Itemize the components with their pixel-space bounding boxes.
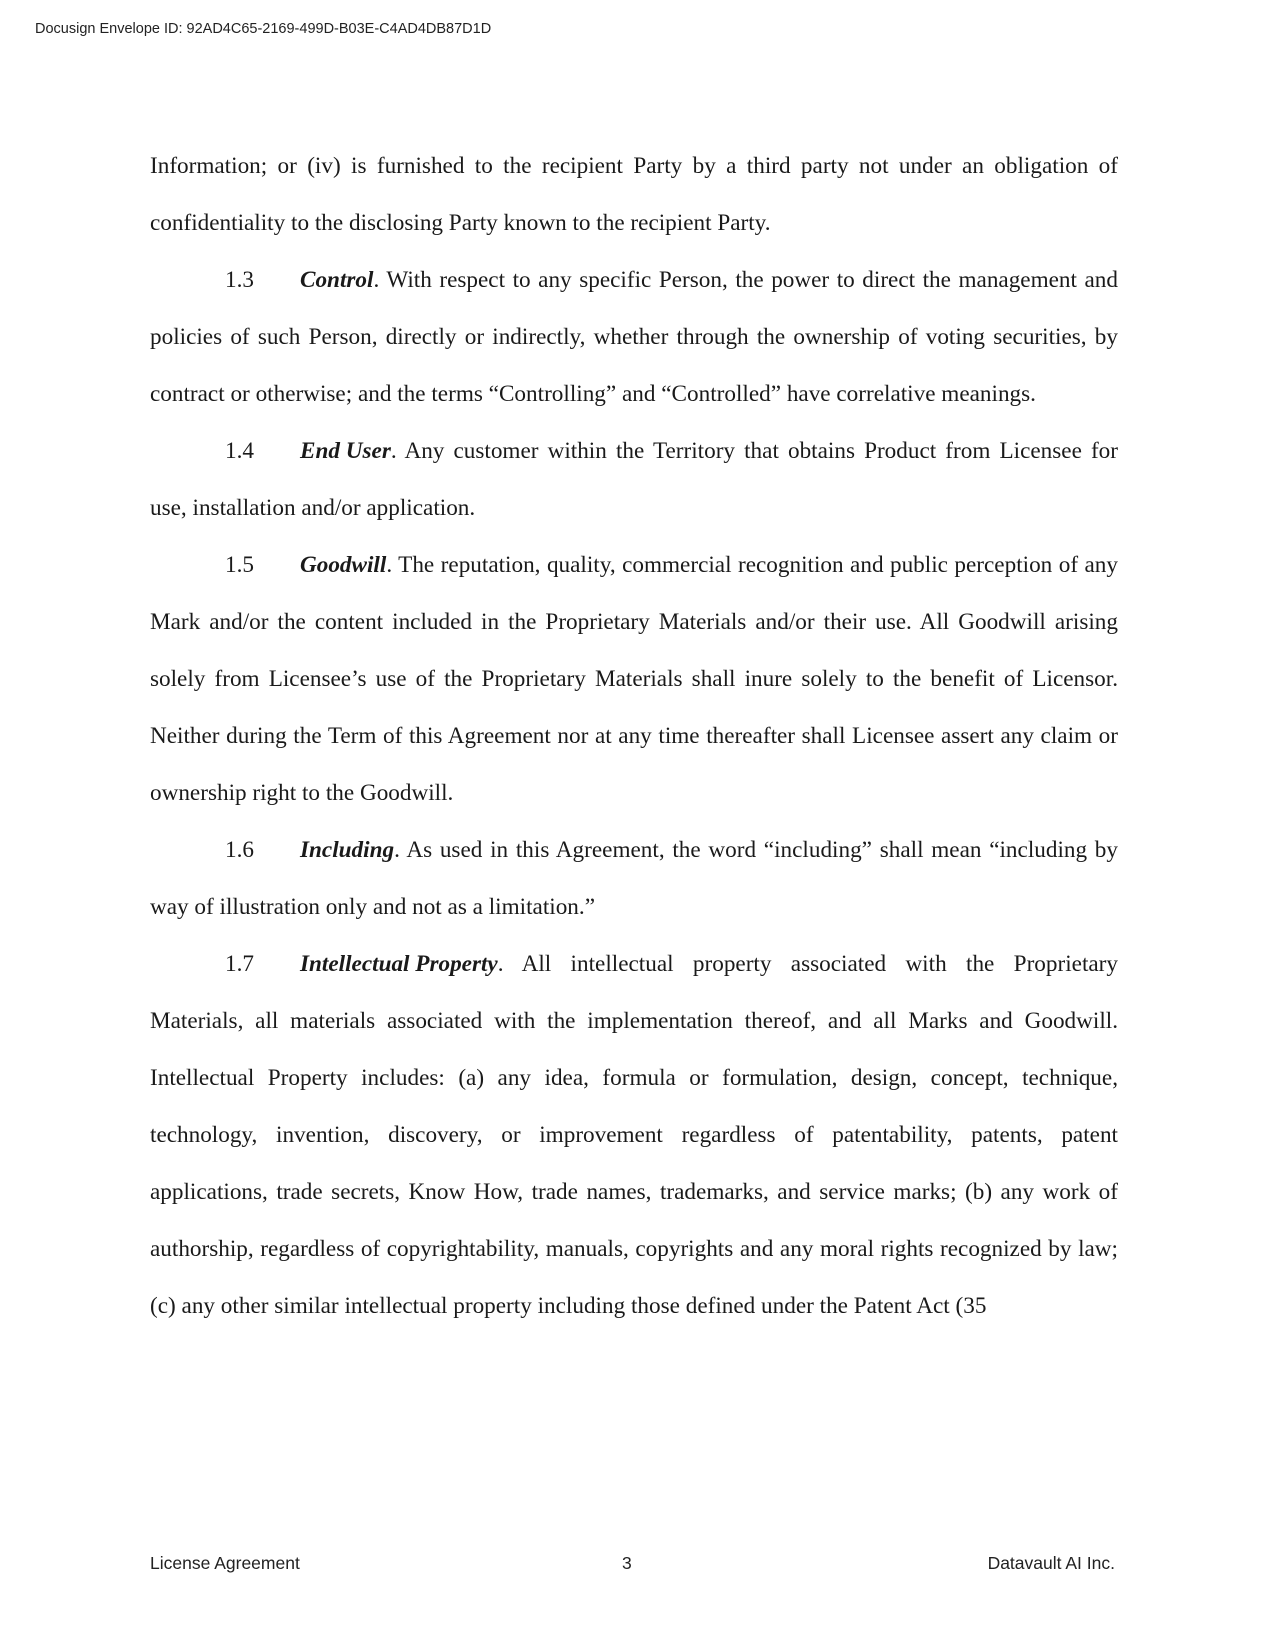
document-body xyxy=(150,138,1118,1335)
section-title-separator: . xyxy=(394,837,400,863)
section-text: All intellectual property associated with the Proprietary Materials, all materials associated with the implementation thereof, and all Marks and Goodwill. Intellectual Property includes: (a) any idea, formula or formulation, design, concept, technique, technology, invention, discovery, or improvement regardless of patentability, patents, patent applications, trade secrets, Know How, trade names, trademarks, and service marks; (b) any work of authorship, regardless of copyrightability, manuals, copyrights and any moral rights recognized by law; (c) any other similar intellectual property including those defined under the Patent Act (35 xyxy=(150,951,1118,1319)
section-1-5: 1.5 Goodwill. The reputation, quality, commercial recognition and public perception of any Mark and/or the content included in the Proprietary Materials and/or their use. All Goodwill arising solely from Licensee’s use of the Proprietary Materials shall inure solely to the benefit of Licensor. Neither during the Term of this Agreement nor at any time thereafter shall Licensee assert any claim or ownership right to the Goodwill. xyxy=(150,537,1118,822)
envelope-id: Docusign Envelope ID: 92AD4C65-2169-499D-B03E-C4AD4DB87D1D xyxy=(35,21,492,37)
section-1-7: 1.7 Intellectual Property. All intellectual property associated with the Proprietary Materials, all materials associated with the implementation thereof, and all Marks and Goodwill. Intellectual Property includes: (a) any idea, formula or formulation, design, concept, technique, technology, invention, discovery, or improvement regardless of patentability, patents, patent applications, trade secrets, Know How, trade names, trademarks, and service marks; (b) any work of authorship, regardless of copyrightability, manuals, copyrights and any moral rights recognized by law; (c) any other similar intellectual property including those defined under the Patent Act (35 xyxy=(150,936,1118,1335)
section-1-4: 1.4 End User. Any customer within the Territory that obtains Product from Licensee for use, installation and/or application. xyxy=(150,423,1118,537)
section-text: As used in this Agreement, the word “including” shall mean “including by way of illustration only and not as a limitation.” xyxy=(150,837,1118,920)
section-title-separator: . xyxy=(497,951,504,977)
section-title-separator: . xyxy=(390,438,397,464)
section-1-3: 1.3 Control. With respect to any specific Person, the power to direct the management and policies of such Person, directly or indirectly, whether through the ownership of voting securities, by contract or otherwise; and the terms “Controlling” and “Controlled” have correlative meanings. xyxy=(150,252,1118,423)
section-title: End User xyxy=(300,438,391,464)
section-1-6: 1.6 Including. As used in this Agreement, the word “including” shall mean “including by way of illustration only and not as a limitation.” xyxy=(150,822,1118,936)
footer-company-name: Datavault AI Inc. xyxy=(987,1553,1115,1573)
paragraph-text: Information; or (iv) is furnished to the recipient Party by a third party not under an obligation of confidentiality to the disclosing Party known to the recipient Party. xyxy=(150,153,1118,236)
section-title: Control xyxy=(300,267,374,293)
footer-page-number: 3 xyxy=(622,1553,632,1573)
section-title: Intellectual Property xyxy=(300,951,498,977)
section-text: The reputation, quality, commercial recognition and public perception of any Mark and/or the content included in the Proprietary Materials and/or their use. All Goodwill arising solely from Licensee’s use of the Proprietary Materials shall inure solely to the benefit of Licensor. Neither during the Term of this Agreement nor at any time thereafter shall Licensee assert any claim or ownership right to the Goodwill. xyxy=(150,552,1118,806)
section-text: Any customer within the Territory that obtains Product from Licensee for use, installation and/or application. xyxy=(150,438,1118,521)
section-text: With respect to any specific Person, the power to direct the management and policies of such Person, directly or indirectly, whether through the ownership of voting securities, by contract or otherwise; and the terms “Controlling” and “Controlled” have correlative meanings. xyxy=(150,267,1118,407)
footer-document-title: License Agreement xyxy=(150,1553,300,1573)
section-title: Including xyxy=(300,837,395,863)
section-title-separator: . xyxy=(386,552,393,578)
section-title-separator: . xyxy=(373,267,380,293)
paragraph-continuation xyxy=(150,138,1118,252)
section-title: Goodwill xyxy=(300,552,387,578)
